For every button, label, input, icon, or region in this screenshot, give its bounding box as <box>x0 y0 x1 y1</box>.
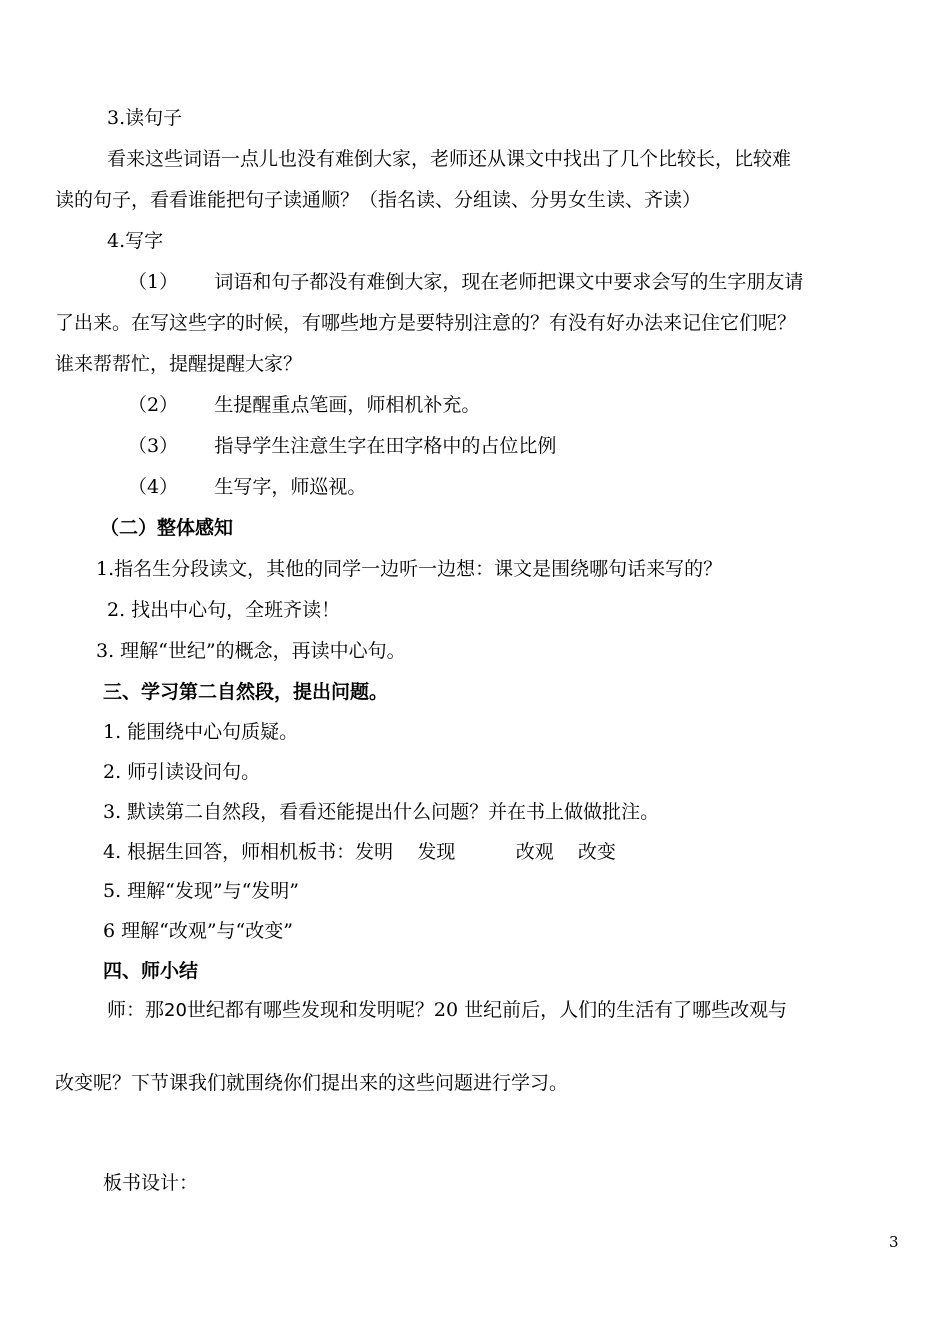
list-item: 1.指名生分段读文，其他的同学一边听一边想：课文是围绕哪句话来写的？ <box>96 558 723 580</box>
paragraph-line: 看来这些词语一点儿也没有难倒大家，老师还从课文中找出了几个比较长，比较难 <box>107 148 792 170</box>
paragraph-line: 了出来。在写这些字的时候，有哪些地方是要特别注意的？有没有好办法来记住它们呢？ <box>55 312 797 334</box>
list-item: （4） 生写字，师巡视。 <box>128 476 367 498</box>
heading-read-sentences: 3.读句子 <box>107 107 183 129</box>
paragraph-line: 谁来帮帮忙，提醒提醒大家？ <box>55 353 303 375</box>
summary-line: 改变呢？下节课我们就围绕你们提出来的这些问题进行学习。 <box>55 1072 569 1094</box>
paragraph-line: 读的句子，看看谁能把句子读通顺？（指名读、分组读、分男女生读、齐读） <box>55 189 702 211</box>
summary-prefix: 师：那 <box>107 999 165 1021</box>
list-item: （2） 生提醒重点笔画，师相机补充。 <box>128 394 481 416</box>
section-heading: 三、学习第二自然段，提出问题。 <box>103 681 389 703</box>
summary-line <box>107 998 787 1023</box>
section-heading: （二）整体感知 <box>100 517 234 539</box>
list-item: 3. 理解“世纪”的概念，再读中心句。 <box>96 640 406 662</box>
page-number: 3 <box>889 1233 899 1251</box>
section-heading: 四、师小结 <box>103 960 199 982</box>
summary-rest: 世纪都有哪些发现和发明呢？20 世纪前后，人们的生活有了哪些改观与 <box>186 999 788 1021</box>
summary-number: 20 <box>164 1000 187 1021</box>
list-item: 2. 师引读设问句。 <box>103 761 261 783</box>
list-item: 2. 找出中心句，全班齐读！ <box>107 599 341 621</box>
board-design-label: 板书设计： <box>103 1172 199 1194</box>
list-item: 6 理解“改观”与“改变” <box>103 920 293 942</box>
list-item: （3） 指导学生注意生字在田字格中的占位比例 <box>128 435 557 457</box>
list-item: 5. 理解“发现”与“发明” <box>103 880 300 902</box>
heading-write-characters: 4.写字 <box>107 230 164 252</box>
list-item: （1） 词语和句子都没有难倒大家，现在老师把课文中要求会写的生字朋友请 <box>128 271 804 293</box>
list-item: 1. 能围绕中心句质疑。 <box>103 721 299 743</box>
list-item: 3. 默读第二自然段，看看还能提出什么问题？并在书上做做批注。 <box>103 801 660 823</box>
list-item: 4. 根据生回答，师相机板书：发明 发现 改观 改变 <box>103 841 616 863</box>
